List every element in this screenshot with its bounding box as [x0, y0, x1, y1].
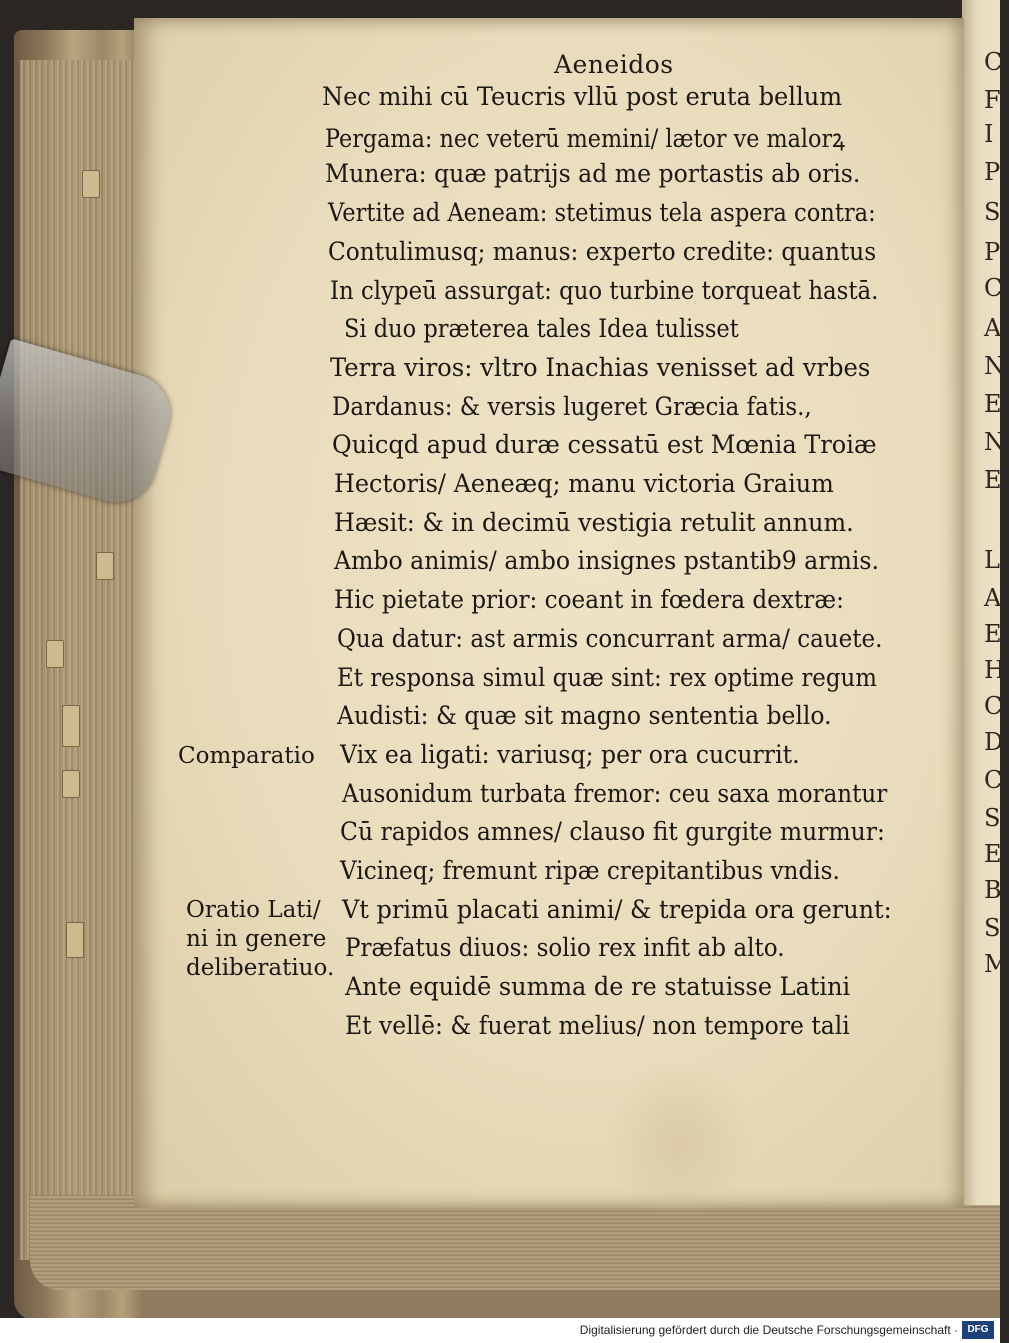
facing-page-letter: L	[984, 546, 1000, 574]
verse-line: Vt primū placati animi/ & trepida ora gerunt:	[342, 894, 892, 924]
verse-line: Ante equidē summa de re statuisse Latini	[345, 972, 851, 1002]
verse-line: Præfatus diuos: solio rex infit ab alto.	[345, 933, 785, 963]
verse-line: Et vellē: & fuerat melius/ non tempore tali	[345, 1010, 850, 1040]
facing-page-letter: C	[984, 274, 1003, 302]
facing-page-letter: M	[984, 950, 1009, 978]
facing-page-letter: N	[984, 428, 1005, 456]
facing-page-letter: E	[984, 390, 1002, 418]
book-tab	[82, 170, 100, 198]
margin-note-oratio: deliberatiuo.	[186, 955, 335, 981]
page-edges-left	[20, 60, 140, 1260]
facing-page-letter: H	[984, 656, 1005, 684]
footer-bar	[0, 1318, 1000, 1343]
verse-line: Quicqd apud duræ cessatū est Mœnia Troiæ	[332, 430, 877, 460]
verse-line: Ambo animis/ ambo insignes pstantib9 armis.	[334, 546, 879, 576]
verse-line: Contulimusq; manus: experto credite: quantus	[328, 236, 877, 266]
facing-page-letter: S	[984, 198, 1001, 226]
verse-line: Si duo præterea tales Idea tulisset	[344, 314, 739, 344]
verse-line: Munera: quæ patrijs ad me portastis ab oris.	[325, 159, 861, 189]
facing-page-letter: S	[984, 914, 1001, 942]
facing-page-letter: F	[984, 86, 1001, 114]
footer-credit: Digitalisierung gefördert durch die Deutsche Forschungsgemeinschaft ·	[579, 1323, 958, 1337]
facing-page-letter: E	[984, 466, 1002, 494]
facing-page-letter: C	[984, 48, 1003, 76]
verse-line: Audisti: & quæ sit magno sententia bello.	[337, 701, 832, 731]
verse-line: Vertite ad Aeneam: stetimus tela aspera contra:	[328, 198, 876, 228]
verse-line: Dardanus: & versis lugeret Græcia fatis.,	[332, 391, 812, 421]
verse-line: Terra viros: vltro Inachias venisset ad vrbes	[330, 352, 871, 382]
verse-line: Nec mihi cū Teucris vllū post eruta bellum	[322, 82, 843, 111]
verse-line: Et responsa simul quæ sint: rex optime regum	[337, 662, 878, 692]
verse-line: Vicineq; fremunt ripæ crepitantibus vndis.	[340, 856, 840, 885]
book-tab	[96, 552, 114, 580]
page-edges-bottom	[30, 1195, 1000, 1290]
water-stain	[604, 1058, 754, 1228]
facing-page-letter: N	[984, 352, 1005, 380]
verse-line: Vix ea ligati: variusq; per ora cucurrit.	[340, 739, 800, 769]
book-tab	[46, 640, 64, 668]
verse-line: Hectoris/ Aeneæq; manu victoria Graium	[334, 469, 834, 498]
verse-line: Ausonidum turbata fremor: ceu saxa morantur	[342, 778, 888, 808]
verse-line: Hæsit: & in decimū vestigia retulit annum.	[334, 507, 854, 537]
facing-page-letter: B	[984, 876, 1002, 904]
facing-page-letter: P	[984, 238, 1001, 266]
verse-line: Hic pietate prior: coeant in fœdera dextræ:	[334, 585, 844, 615]
book-tab	[66, 922, 84, 958]
running-header: Aeneidos	[554, 50, 674, 79]
verse-line: Qua datur: ast armis concurrant arma/ cauete.	[337, 623, 883, 653]
margin-note-oratio: Oratio Lati/	[186, 897, 321, 923]
facing-page-letter: S	[984, 804, 1001, 832]
book-tab	[62, 770, 80, 798]
margin-note-comparatio: Comparatio	[178, 743, 315, 769]
facing-page-letter: P	[984, 158, 1001, 186]
dfg-logo: DFG	[962, 1321, 994, 1339]
facing-page-letter: D	[984, 728, 1004, 756]
facing-page-letter: E	[984, 620, 1002, 648]
facing-page-letter: C	[984, 766, 1003, 794]
facing-page-letter: A	[984, 314, 1002, 342]
book-tab	[62, 705, 80, 747]
facing-page-letter: A	[984, 584, 1002, 612]
facing-page-letter: C	[984, 692, 1003, 720]
margin-note-oratio: ni in genere	[186, 926, 327, 952]
verse-line: In clypeū assurgat: quo turbine torqueat hastā.	[330, 275, 879, 305]
verse-line: Pergama: nec veterū memini/ lætor ve malorꝝ	[325, 123, 846, 153]
verse-line: Cū rapidos amnes/ clauso fit gurgite murmur:	[340, 817, 885, 847]
facing-page-letter: I	[984, 120, 994, 148]
facing-page-letter: E	[984, 840, 1002, 868]
